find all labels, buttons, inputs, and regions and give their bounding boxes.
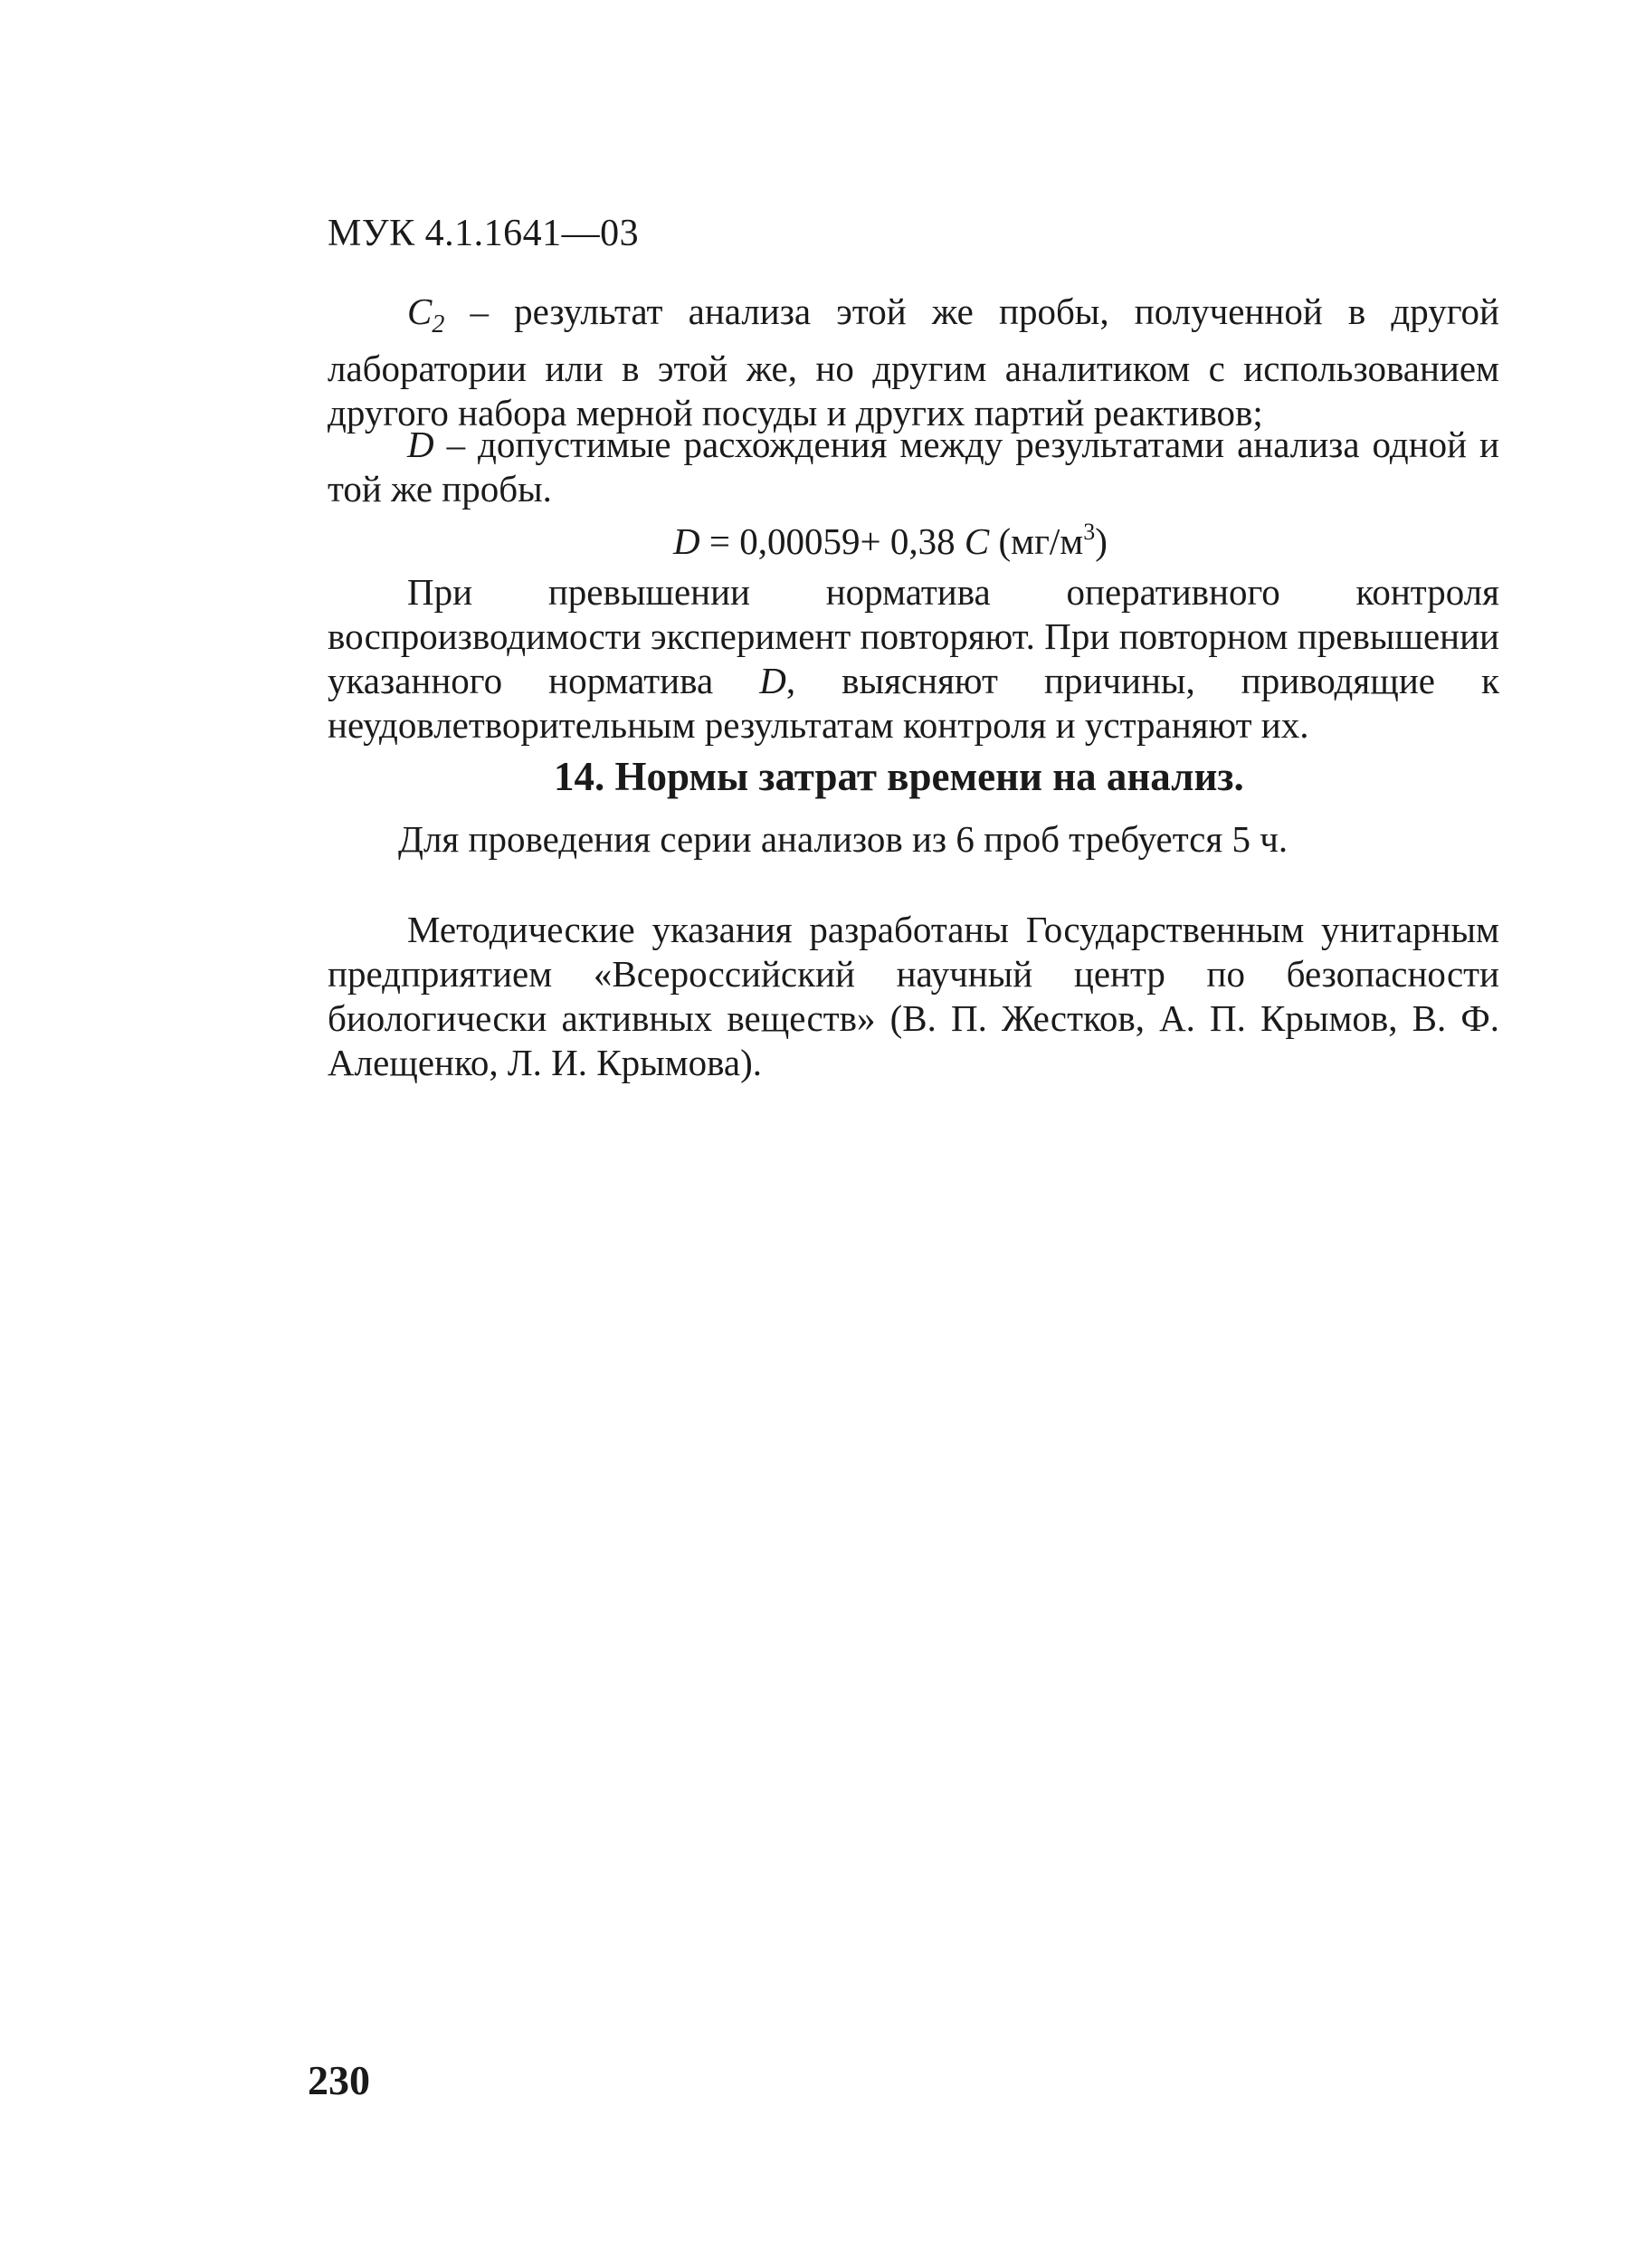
c2-symbol: C bbox=[407, 291, 433, 332]
c2-subscript: 2 bbox=[432, 310, 445, 338]
formula-c-symbol: C bbox=[964, 520, 990, 562]
credits-paragraph: Методические указания разработаны Государственным унитарным предприятием «Всероссийский научный центр по безопасности биологически активных веществ» (В. П. Жестков, А. П. Крымов, В. Ф. Алещенко, Л. И. Крымова). bbox=[328, 909, 1499, 1083]
formula-unit-superscript: 3 bbox=[1083, 519, 1096, 545]
reproducibility-text-before: При превышении норматива оперативного контроля воспроизводимости эксперимент повторяют. При повторном превышении указанного норматива bbox=[328, 571, 1499, 701]
reproducibility-paragraph bbox=[328, 570, 1499, 748]
page-number: 230 bbox=[308, 2057, 370, 2103]
formula-unit-open: (мг/м bbox=[989, 520, 1084, 562]
section-14-heading: 14. Нормы затрат времени на анализ. bbox=[554, 754, 1244, 799]
definition-c2 bbox=[328, 290, 1499, 435]
d-definition-text: – допустимые расхождения между результатами анализа одной и той же пробы. bbox=[328, 424, 1499, 510]
reproducibility-text-after: , выясняют причины, приводящие к неудовлетворительным результатам контроля и устраняют их. bbox=[328, 660, 1499, 746]
d-symbol: D bbox=[407, 424, 434, 465]
reproducibility-d-symbol: D bbox=[759, 660, 786, 701]
section-14-body: Для проведения серии анализов из 6 проб требуется 5 ч. bbox=[398, 818, 1288, 860]
definition-d bbox=[328, 423, 1499, 511]
formula-lhs: D bbox=[673, 520, 700, 562]
tolerance-formula bbox=[673, 510, 1108, 564]
c2-definition-text: – результат анализа этой же пробы, полученной в другой лаборатории или в этой же, но другим аналитиком с использованием другого набора мерной посуды и других партий реактивов; bbox=[328, 291, 1499, 434]
formula-unit-close: ) bbox=[1095, 520, 1108, 562]
formula-middle: = 0,00059+ 0,38 bbox=[699, 520, 965, 562]
document-code-header: МУК 4.1.1641—03 bbox=[328, 213, 640, 254]
